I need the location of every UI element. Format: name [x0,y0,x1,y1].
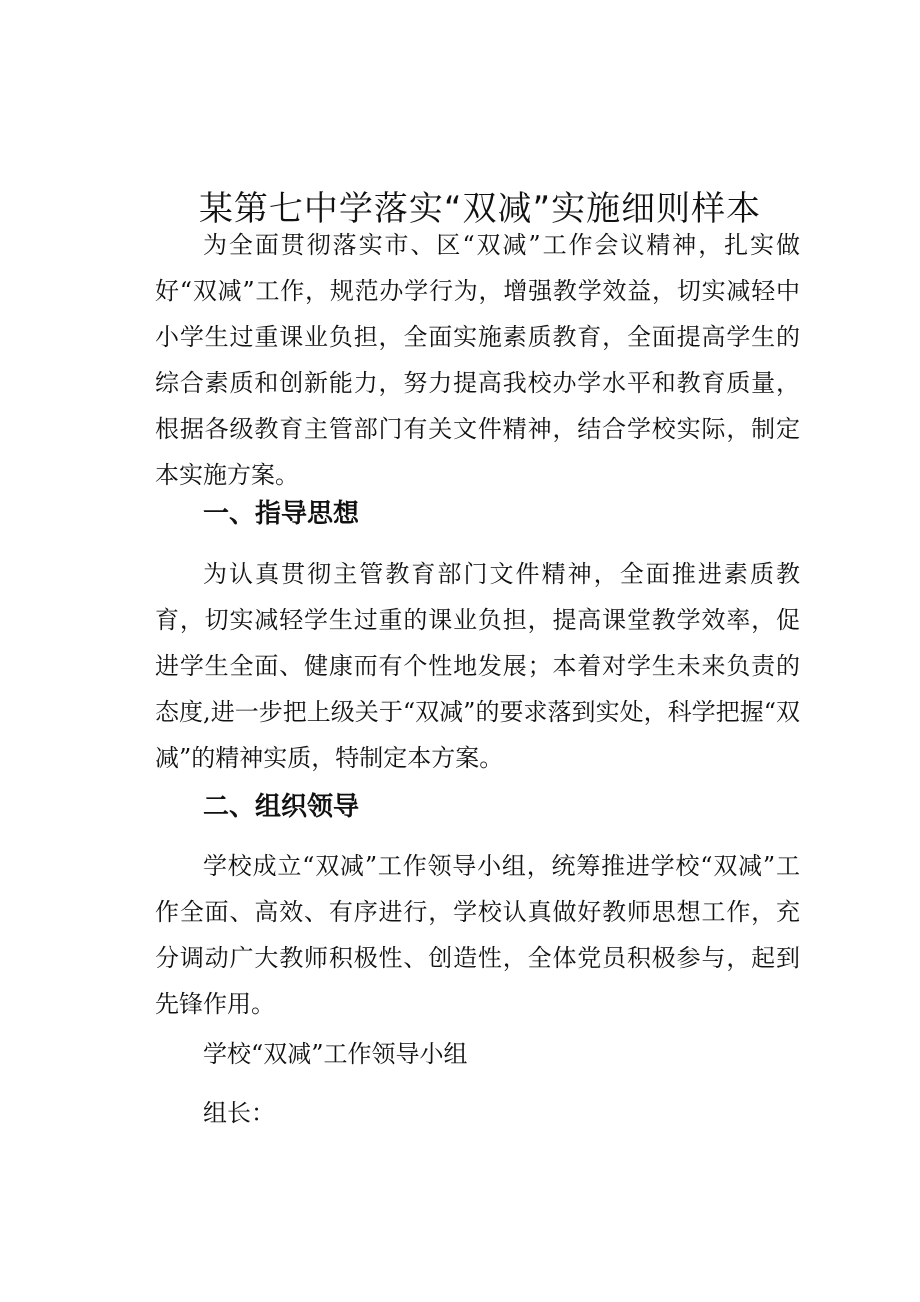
section-body-block-organization [155,843,800,1027]
section-paragraph-guiding-ideology: 为认真贯彻主管教育部门文件精神，全面推进素质教育，切实减轻学生过重的课业负担，提高课堂教学效率，促进学生全面、健康而有个性地发展；本着对学生未来负责的态度,进一步把上级关于“双减”的要求落到实处，科学把握“双减”的精神实质，特制定本方案。 [155,560,800,772]
section-paragraph-organization: 学校成立“双减”工作领导小组，统筹推进学校“双减”工作全面、高效、有序进行，学校认真做好教师思想工作，充分调动广大教师积极性、创造性，全体党员积极参与，起到先锋作用。 [155,852,800,1018]
page-title: 某第七中学落实“双减”实施细则样本 [198,188,762,229]
section-body-block-guiding-ideology [155,551,800,781]
intro-paragraph-block [155,222,800,498]
group-title-line: 学校“双减”工作领导小组 [203,1040,468,1068]
group-leader-line: 组长： [203,1099,275,1127]
intro-paragraph: 为全面贯彻落实市、区“双减”工作会议精神，扎实做好“双减”工作，规范办学行为，增强教学效益，切实减轻中小学生过重课业负担，全面实施素质教育，全面提高学生的综合素质和创新能力，努力提高我校办学水平和教育质量，根据各级教育主管部门有关文件精神，结合学校实际，制定本实施方案。 [155,231,800,489]
section-heading-organization: 二、组织领导 [203,792,360,822]
section-heading-guiding-ideology: 一、指导思想 [203,499,360,529]
